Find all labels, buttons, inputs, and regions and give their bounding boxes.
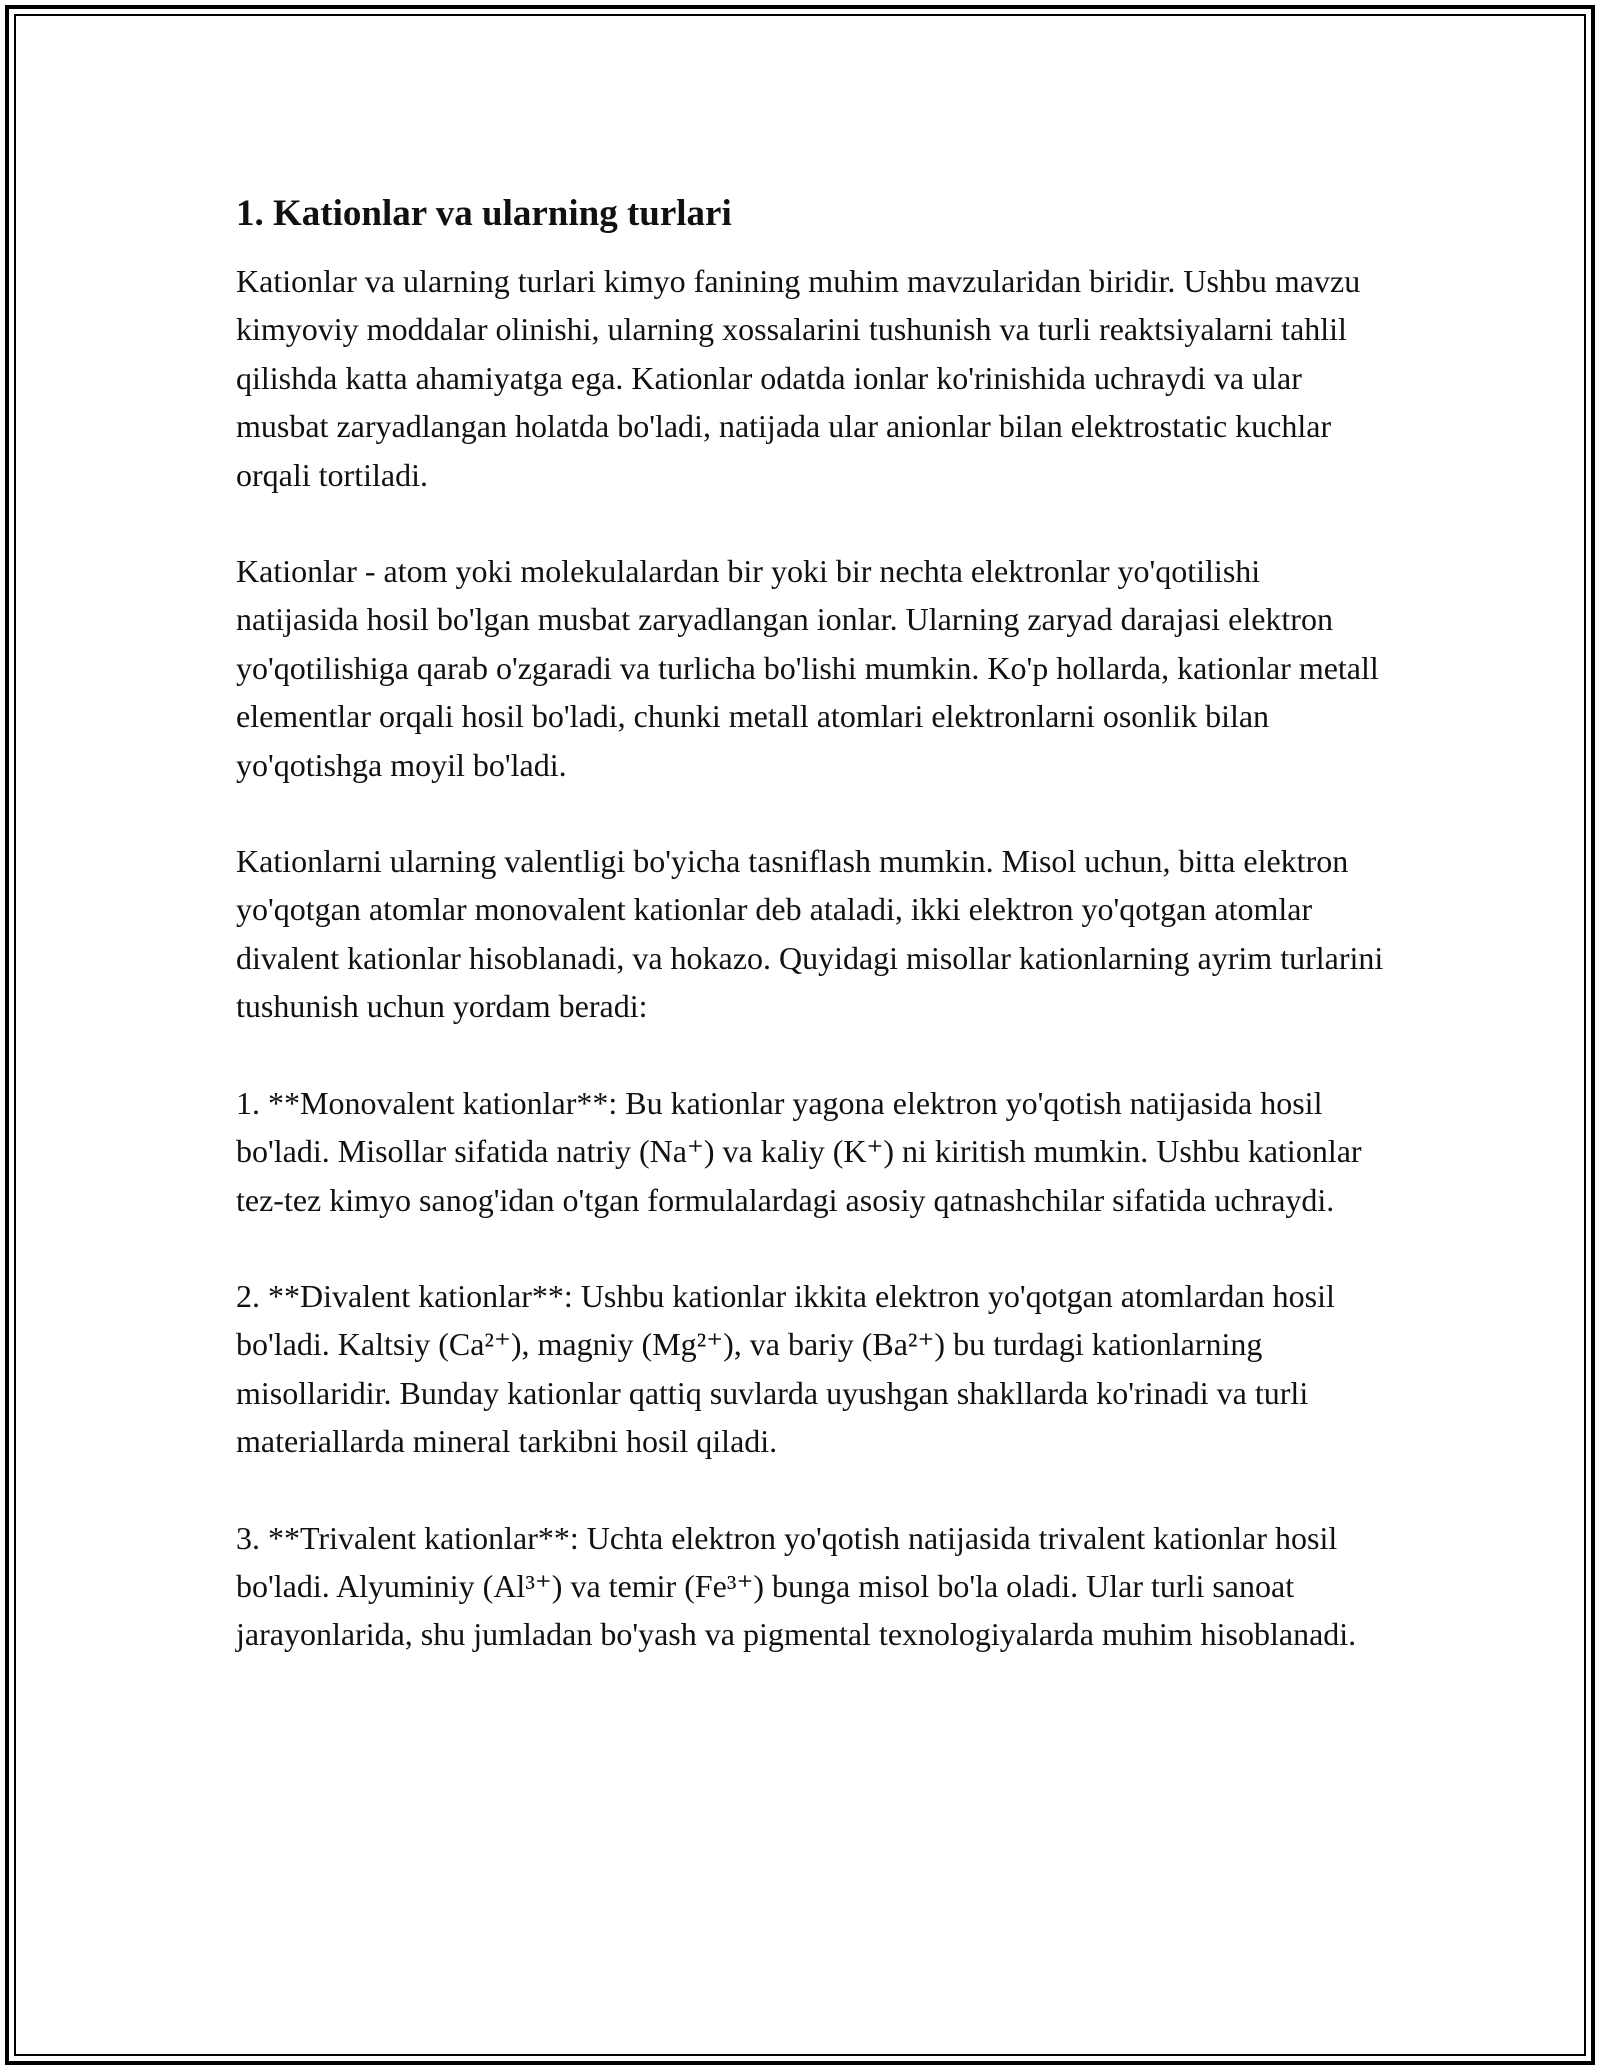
document-body	[236, 188, 1386, 1659]
list-item-divalent: 2. **Divalent kationlar**: Ushbu kationlar ikkita elektron yo'qotgan atomlardan hosil bo'ladi. Kaltsiy (Ca²⁺), magniy (Mg²⁺), va bariy (Ba²⁺) bu turdagi kationlarning misollaridir. Bunday kationlar qattiq suvlarda uyushgan shakllarda ko'rinadi va turli materiallarda mineral tarkibni hosil qiladi.	[236, 1277, 1335, 1460]
list-item-trivalent: 3. **Trivalent kationlar**: Uchta elektron yo'qotish natijasida trivalent kationlar hosil bo'ladi. Alyuminiy (Al³⁺) va temir (Fe³⁺) bunga misol bo'la oladi. Ular turli sanoat jarayonlarida, shu jumladan bo'yash va pigmental texnologiyalarda muhim hisoblanadi.	[236, 1519, 1357, 1653]
paragraph-definition: Kationlar - atom yoki molekulalardan bir yoki bir nechta elektronlar yo'qotilishi natijasida hosil bo'lgan musbat zaryadlangan ionlar. Ularning zaryad darajasi elektron yo'qotilishiga qarab o'zgaradi va turlicha bo'lishi mumkin. Ko'p hollarda, kationlar metall elementlar orqali hosil bo'ladi, chunki metall atomlari elektronlarni osonlik bilan yo'qotishga moyil bo'ladi.	[236, 553, 1379, 783]
section-heading: 1. Kationlar va ularning turlari	[236, 193, 732, 234]
paragraph-intro: Kationlar va ularning turlari kimyo fanining muhim mavzularidan biridir. Ushbu mavzu kimyoviy moddalar olinishi, ularning xossalarini tushunish va turli reaktsiyalarni tahlil qilishda katta ahamiyatga ega. Kationlar odatda ionlar ko'rinishida uchraydi va ular musbat zaryadlangan holatda bo'ladi, natijada ular anionlar bilan elektrostatic kuchlar orqali tortiladi.	[236, 263, 1361, 493]
paragraph-classification: Kationlarni ularning valentligi bo'yicha tasniflash mumkin. Misol uchun, bitta elektron yo'qotgan atomlar monovalent kationlar deb ataladi, ikki elektron yo'qotgan atomlar divalent kationlar hisoblanadi, va hokazo. Quyidagi misollar kationlarning ayrim turlarini tushunish uchun yordam beradi:	[236, 843, 1384, 1025]
list-item-monovalent: 1. **Monovalent kationlar**: Bu kationlar yagona elektron yo'qotish natijasida hosil bo'ladi. Misollar sifatida natriy (Na⁺) va kaliy (K⁺) ni kiritish mumkin. Ushbu kationlar tez-tez kimyo sanog'idan o'tgan formulalardagi asosiy qatnashchilar sifatida uchraydi.	[236, 1084, 1362, 1218]
